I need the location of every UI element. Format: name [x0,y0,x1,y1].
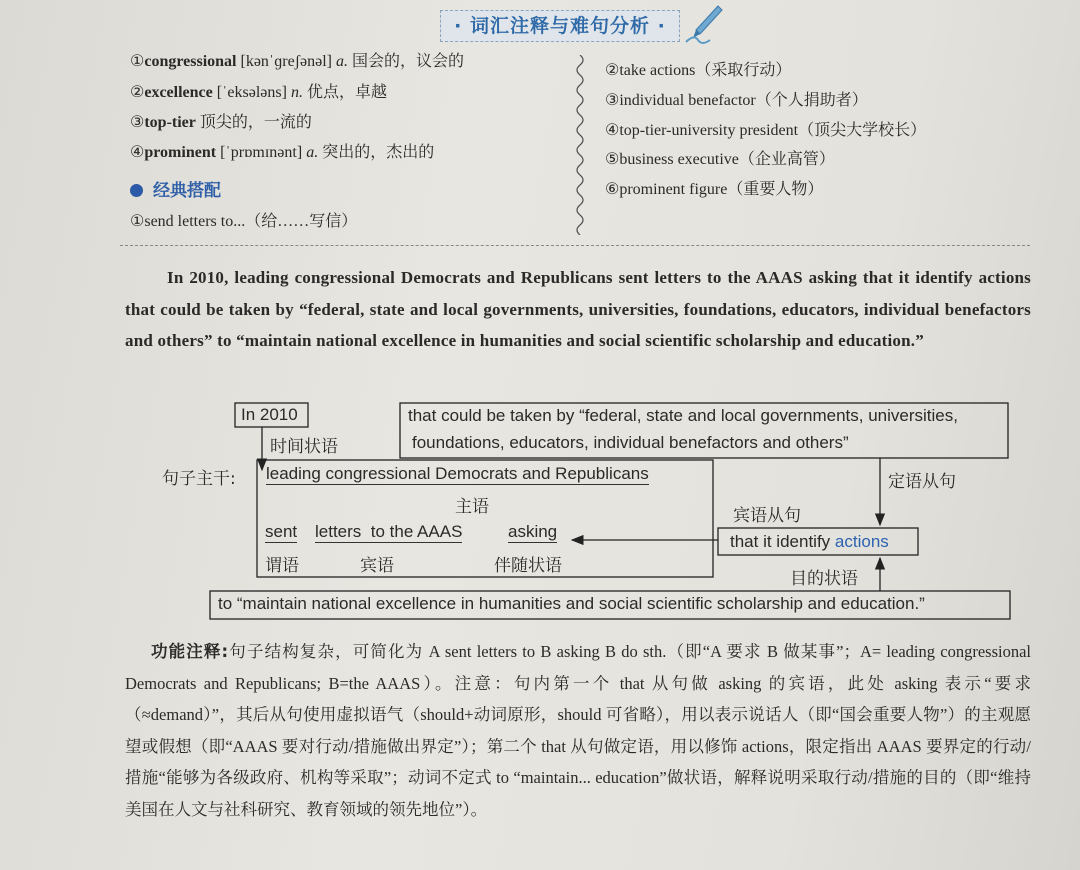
diagram-object: letters to the AAAS [315,522,463,541]
collocation-item: ①send letters to...（给……写信） [130,213,358,230]
diagram-accompany-label: 伴随状语 [494,556,562,576]
difficult-sentence: In 2010, leading congressional Democrats and Republicans sent letters to the AAAS asking that it identify actions that could be taken by “federal, state and local governments, universities, foundations, educators, individual benefactors and others” to “maintain national excellence in humanities and social scientific scholarship and education.” [125,268,1031,350]
diagram-subject: leading congressional Democrats and Republicans [266,464,649,483]
diagram-purpose: to “maintain national excellence in humanities and social scientific scholarship and education.” [218,594,925,613]
vocab-item: ②excellence [ˈeksələns] n. 优点，卓越 [130,84,387,101]
vocab-item: ④prominent [ˈprɒmɪnənt] a. 突出的，杰出的 [130,144,435,161]
diagram-object-clause-label: 宾语从句 [733,506,801,526]
diagram-actions: actions [834,532,889,551]
diagram-purpose-label: 目的状语 [790,569,858,589]
collocation-item: ③individual benefactor（个人捐助者） [605,92,868,109]
diagram-object-label: 宾语 [360,556,394,576]
diagram-relative-line2: foundations, educators, individual benefactors and others” [412,433,849,452]
diagram-object-clause [730,532,889,552]
function-note: 功能注释:句子结构复杂，可简化为 A sent letters to B asking B do sth.（即“A 要求 B 做某事”；A= leading congressional Democrats and Republicans; B=the AAAS）。注意：句内第一个 that 从句做 asking 的宾语，此处 asking 表示“要求（≈demand）”，其后从句使用虚拟语气（should+动词原形，should 可省略），用以表示说话人（即“国会重要人物”）的主观愿望或假想（即“AAAS 要对行动/措施做出界定”）；第二个 that 从句做定语，用以修饰 actions，限定指出 AAAS 要界定的行动/措施“能够为各级政府、机构等采取”；动词不定式 to “maintain... education”做状语，解释说明采取行动/措施的目的（即“维持美国在人文与社科研究、教育领域的领先地位”）。 [125,642,1031,819]
collocation-item: ④top-tier-university president（顶尖大学校长） [605,122,927,139]
diagram-subject-label: 主语 [455,497,489,517]
collocations-heading: 经典搭配 [130,176,221,201]
diagram-relative-label: 定语从句 [888,472,956,492]
collocation-item: ②take actions（采取行动） [605,62,792,79]
vocab-item: ③top-tier 顶尖的，一流的 [130,114,312,131]
section-title-banner: · 词汇注释与难句分析 · [440,10,680,42]
vocab-item: ①congressional [kənˈɡreʃənəl] a. 国会的，议会的 [130,53,465,70]
diagram-accompany: asking [508,522,558,541]
diagram-verb-label: 谓语 [265,556,299,576]
diagram-in-2010: In 2010 [241,405,298,424]
collocation-item: ⑤business executive（企业高管） [605,151,835,168]
collocation-item: ⑥prominent figure（重要人物） [605,181,824,198]
diagram-verb: sent [265,522,298,541]
diagram-time-adverbial-label: 时间状语 [270,437,338,457]
diagram-relative-line1: that could be taken by “federal, state and local governments, universities, [408,406,958,425]
object-clause-text: that it identify [730,532,831,551]
diagram-main-clause-label: 句子主干: [162,469,236,489]
